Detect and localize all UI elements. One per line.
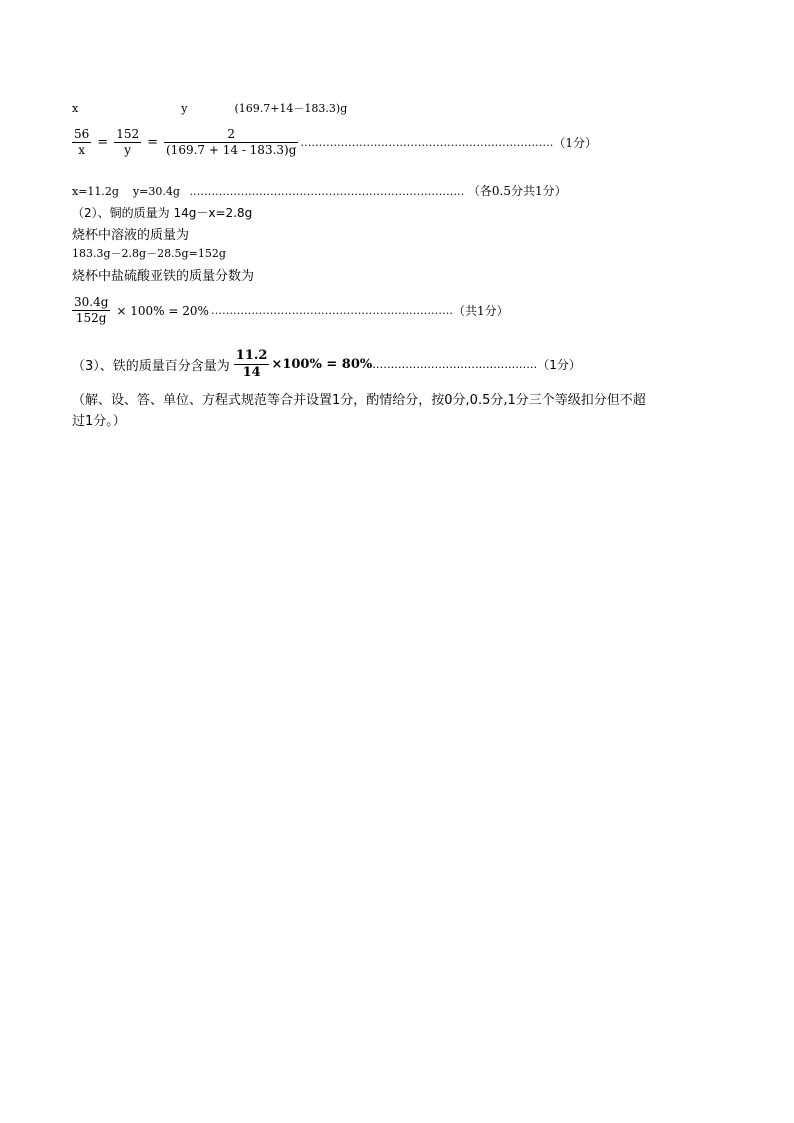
leader-dots: …………………………………………………………… (300, 136, 554, 150)
leader-dots: ………………………………………………………………… (189, 185, 465, 198)
score-label: （各0.5分共1分） (467, 184, 567, 198)
fraction-11.2-14: $\frac{11.2}{14}$ (235, 348, 268, 380)
result-values: x=11.2g y=30.4g (72, 185, 180, 198)
fraction-152-y: $\frac{152}{y}$ (116, 127, 140, 157)
proportion-equation: $\frac{56}{x}$ = $\frac{152}{y}$ = $\frac{2}{(169.7 + 14 - 183.3)g}$ …………………………………………………………… （1分） (74, 127, 598, 157)
part2-solution-mass-calc: 183.3g－2.8g－28.5g=152g (72, 247, 226, 260)
grading-note-line1: （解、设、答、单位、方程式规范等合并设置1分，酌情给分，按0分,0.5分,1分三个等级扣分但不超 (72, 393, 646, 408)
mass-fraction-equation (72, 296, 509, 326)
score-label: （1分） (553, 136, 598, 151)
var-x: x (72, 102, 79, 115)
percent-result: × 100% = 20% (116, 303, 209, 318)
score-label: （共1分） (452, 304, 509, 319)
fraction-56-x: $\frac{56}{x}$ (74, 127, 90, 157)
fraction-30.4-152: $\frac{30.4g}{152g}$ (74, 295, 109, 325)
variable-row (72, 100, 347, 116)
part2-solution-mass-label: 烧杯中溶液的质量为 (72, 228, 190, 243)
grading-note-line2: 过1分。） (72, 414, 126, 429)
score-label: （1分） (537, 358, 581, 373)
part3-label: （3）、铁的质量百分含量为 (72, 359, 230, 375)
leader-dots: ………………………………………………………… (210, 304, 453, 318)
result-line (72, 182, 567, 199)
part3-iron-percentage (72, 349, 581, 381)
percent-result: ×100% = 80% (271, 357, 373, 373)
var-y: y (181, 102, 188, 115)
mass-difference-expr: (169.7+14－183.3)g (234, 102, 348, 115)
leader-dots: ……………………………………… (372, 358, 538, 372)
fraction-2-mass: $\frac{2}{(169.7 + 14 - 183.3)g}$ (166, 127, 297, 157)
part2-fraction-label: 烧杯中盐硫酸亚铁的质量分数为 (72, 269, 255, 284)
part2-copper-mass: （2）、铜的质量为 14g－x=2.8g (72, 206, 253, 220)
